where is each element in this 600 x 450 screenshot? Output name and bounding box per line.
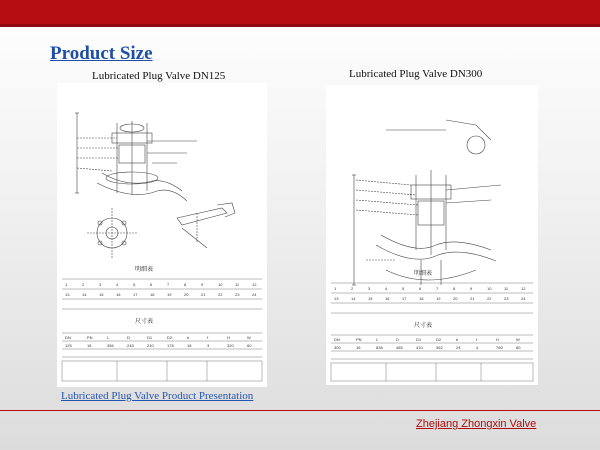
- dn125-size-table-title: 尺寸表: [135, 319, 154, 325]
- svg-text:80: 80: [516, 345, 521, 350]
- svg-text:9: 9: [201, 282, 204, 287]
- svg-text:485: 485: [396, 345, 403, 350]
- svg-text:H: H: [227, 335, 230, 340]
- svg-text:7: 7: [436, 286, 439, 291]
- dn300-size-table-title: 尺寸表: [414, 323, 433, 329]
- svg-text:18: 18: [419, 296, 424, 301]
- svg-text:PN: PN: [87, 335, 93, 340]
- svg-text:23: 23: [235, 292, 240, 297]
- svg-text:17: 17: [133, 292, 138, 297]
- svg-text:1: 1: [334, 286, 337, 291]
- svg-text:8: 8: [453, 286, 456, 291]
- svg-text:300: 300: [334, 345, 341, 350]
- svg-text:60: 60: [247, 343, 252, 348]
- svg-text:22: 22: [487, 296, 492, 301]
- svg-text:9: 9: [470, 286, 473, 291]
- svg-text:11: 11: [504, 286, 509, 291]
- svg-text:11: 11: [235, 282, 240, 287]
- svg-text:8: 8: [184, 282, 187, 287]
- svg-text:4: 4: [116, 282, 119, 287]
- svg-text:13: 13: [65, 292, 70, 297]
- svg-text:3: 3: [99, 282, 102, 287]
- banner-strip: [0, 24, 600, 27]
- svg-text:18: 18: [187, 343, 192, 348]
- svg-text:16: 16: [116, 292, 121, 297]
- svg-text:L: L: [376, 337, 379, 342]
- left-drawing-caption: Lubricated Plug Valve DN125: [92, 70, 226, 82]
- svg-text:4: 4: [385, 286, 388, 291]
- svg-text:DN: DN: [334, 337, 340, 342]
- svg-text:18: 18: [150, 292, 155, 297]
- svg-text:23: 23: [504, 296, 509, 301]
- svg-text:125: 125: [65, 343, 72, 348]
- svg-text:21: 21: [470, 296, 475, 301]
- dn300-drawing: [326, 85, 538, 385]
- dn125-parts-table-title: 明细表: [135, 267, 154, 273]
- svg-text:D2: D2: [436, 337, 442, 342]
- svg-text:D1: D1: [416, 337, 422, 342]
- right-drawing-caption: Lubricated Plug Valve DN300: [349, 68, 483, 80]
- svg-text:20: 20: [453, 296, 458, 301]
- svg-text:24: 24: [456, 345, 461, 350]
- svg-text:3: 3: [368, 286, 371, 291]
- svg-text:7: 7: [167, 282, 170, 287]
- svg-text:b: b: [456, 337, 459, 342]
- svg-text:H: H: [496, 337, 499, 342]
- svg-text:14: 14: [82, 292, 87, 297]
- svg-text:14: 14: [351, 296, 356, 301]
- svg-text:D: D: [396, 337, 399, 342]
- svg-text:320: 320: [227, 343, 234, 348]
- svg-text:15: 15: [368, 296, 373, 301]
- svg-text:16: 16: [356, 345, 361, 350]
- svg-text:245: 245: [127, 343, 134, 348]
- svg-text:PN: PN: [356, 337, 362, 342]
- svg-text:20: 20: [184, 292, 189, 297]
- svg-text:6: 6: [150, 282, 153, 287]
- page-title[interactable]: Product Size: [50, 43, 153, 64]
- svg-text:210: 210: [147, 343, 154, 348]
- top-banner: [0, 0, 600, 27]
- svg-text:13: 13: [334, 296, 339, 301]
- svg-text:24: 24: [521, 296, 526, 301]
- svg-text:19: 19: [167, 292, 172, 297]
- svg-text:3: 3: [207, 343, 210, 348]
- svg-text:838: 838: [376, 345, 383, 350]
- dn125-drawing-svg: [57, 83, 267, 387]
- dn300-drawing-svg: [326, 85, 538, 385]
- svg-text:22: 22: [218, 292, 223, 297]
- svg-text:b: b: [187, 335, 190, 340]
- svg-text:D1: D1: [147, 335, 153, 340]
- svg-text:12: 12: [521, 286, 526, 291]
- svg-text:10: 10: [487, 286, 492, 291]
- svg-text:2: 2: [351, 286, 354, 291]
- dn125-drawing: [57, 83, 267, 387]
- svg-text:5: 5: [133, 282, 136, 287]
- product-presentation-link[interactable]: Lubricated Plug Valve Product Presentation: [61, 390, 254, 402]
- svg-text:W: W: [247, 335, 251, 340]
- svg-text:W: W: [516, 337, 520, 342]
- svg-text:16: 16: [87, 343, 92, 348]
- svg-text:f: f: [476, 337, 478, 342]
- svg-text:21: 21: [201, 292, 206, 297]
- svg-text:12: 12: [252, 282, 257, 287]
- footer-divider: [0, 410, 600, 411]
- svg-text:178: 178: [167, 343, 174, 348]
- svg-text:24: 24: [252, 292, 257, 297]
- svg-text:17: 17: [402, 296, 407, 301]
- svg-text:10: 10: [218, 282, 223, 287]
- svg-text:16: 16: [385, 296, 390, 301]
- svg-text:f: f: [207, 335, 209, 340]
- svg-text:362: 362: [436, 345, 443, 350]
- dn300-parts-table-title: 明细表: [414, 271, 433, 277]
- svg-text:15: 15: [99, 292, 104, 297]
- svg-text:D: D: [127, 335, 130, 340]
- svg-text:L: L: [107, 335, 110, 340]
- company-name-link[interactable]: Zhejiang Zhongxin Valve: [416, 418, 537, 430]
- svg-text:1: 1: [65, 282, 68, 287]
- svg-text:DN: DN: [65, 335, 71, 340]
- svg-text:4: 4: [476, 345, 479, 350]
- svg-text:356: 356: [107, 343, 114, 348]
- svg-text:5: 5: [402, 286, 405, 291]
- svg-text:6: 6: [419, 286, 422, 291]
- svg-text:2: 2: [82, 282, 85, 287]
- svg-text:760: 760: [496, 345, 503, 350]
- svg-text:410: 410: [416, 345, 423, 350]
- svg-text:19: 19: [436, 296, 441, 301]
- svg-text:D2: D2: [167, 335, 173, 340]
